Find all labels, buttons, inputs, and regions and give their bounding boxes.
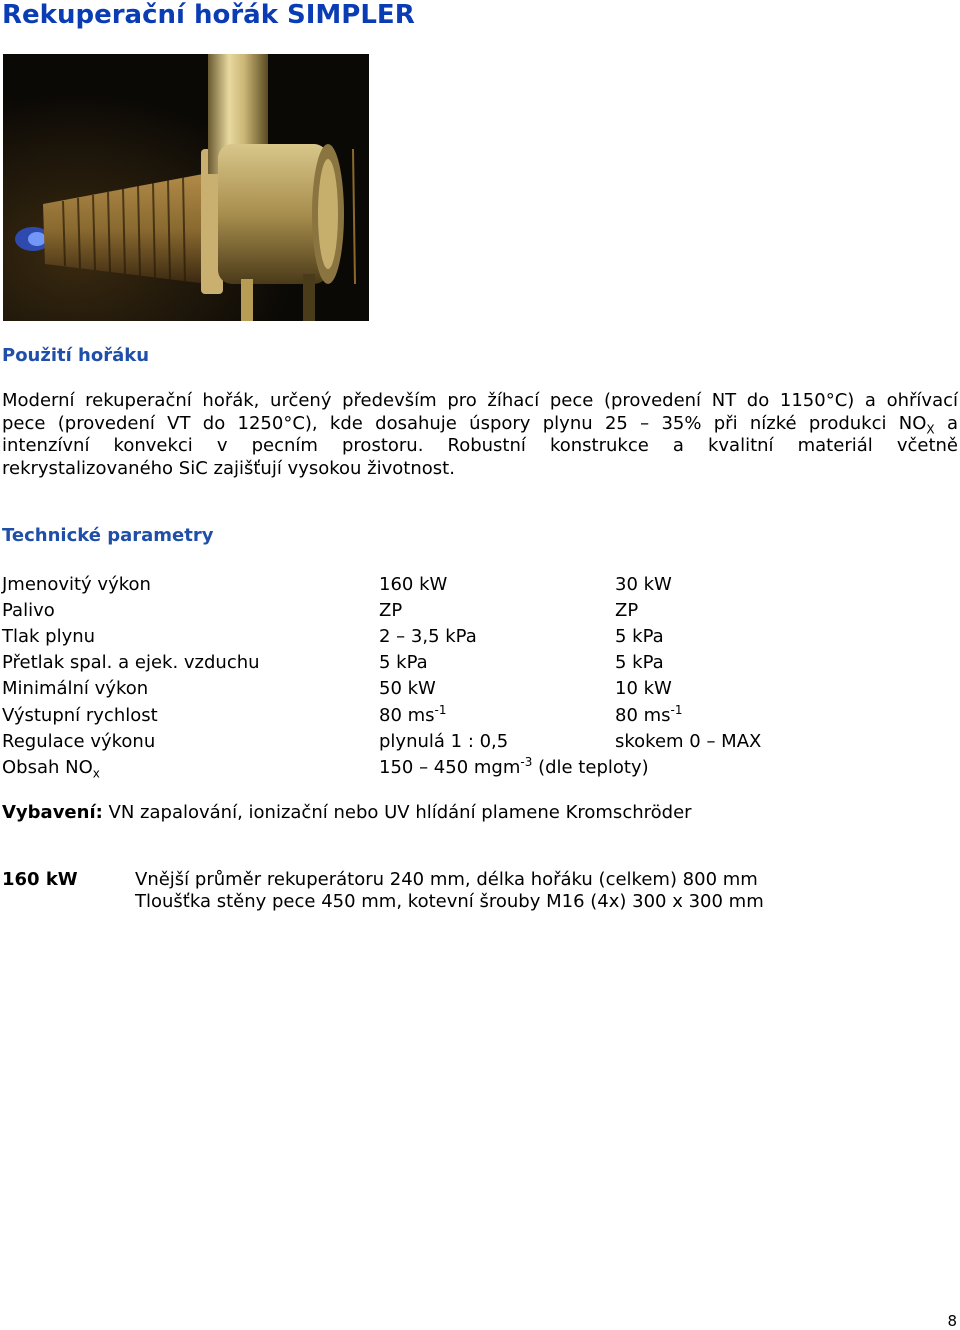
spec-lines xyxy=(135,869,764,913)
spec-power-label: 160 kW xyxy=(2,869,78,890)
param-value-160kw: 5 kPa xyxy=(379,652,428,674)
param-value-30kw: 5 kPa xyxy=(615,652,664,674)
param-label: Regulace výkonu xyxy=(2,730,156,752)
param-label: Jmenovitý výkon xyxy=(2,573,151,595)
description-line: intenzívní konvekci v pecním prostoru. Robustní konstrukce a kvalitní materiál včetně xyxy=(2,435,958,456)
param-label: Přetlak spal. a ejek. vzduchu xyxy=(2,652,260,674)
burner-photo xyxy=(3,54,369,321)
table-row xyxy=(2,623,902,649)
description-line: rekrystalizovaného SiC zajišťují vysokou životnost. xyxy=(2,457,455,479)
description-paragraph xyxy=(2,390,958,480)
page-number: 8 xyxy=(947,1312,957,1330)
param-label: Výstupní rychlost xyxy=(2,704,158,726)
equipment-text: VN zapalování, ionizační nebo UV hlídání plamene Kromschröder xyxy=(102,802,692,823)
spec-line: Vnější průměr rekuperátoru 240 mm, délka hořáku (celkem) 800 mm xyxy=(135,869,758,890)
description-line: Moderní rekuperační hořák, určený především pro žíhací pece (provedení NT do 1150°C) a ohřívací xyxy=(2,390,958,411)
param-value-160kw: ZP xyxy=(379,599,403,621)
table-row xyxy=(2,571,902,597)
table-row xyxy=(2,597,902,623)
param-value-30kw: ZP xyxy=(615,599,639,621)
page-title: Rekuperační hořák SIMPLER xyxy=(2,0,415,30)
param-label: Palivo xyxy=(2,599,55,621)
param-value-160kw: 80 $ms^{-1}$ xyxy=(379,702,447,726)
param-label: Obsah $NO_x$ xyxy=(2,756,100,781)
param-value-30kw: 80 $ms^{-1}$ xyxy=(615,702,683,726)
table-row xyxy=(2,702,902,728)
table-row xyxy=(2,676,902,702)
description-line: pece (provedení VT do 1250°C), kde dosahuje úspory plynu 25 – 35% při nízké produkci $NO_X$ a xyxy=(2,412,958,437)
equipment-label: Vybavení: xyxy=(2,802,103,823)
param-label: Minimální výkon xyxy=(2,678,149,700)
table-row xyxy=(2,754,902,780)
param-value-30kw: skokem 0 – MAX xyxy=(615,730,762,752)
param-value-160kw: 150 – 450 mgm$^{-3}$ (dle teploty) xyxy=(379,754,649,778)
table-row xyxy=(2,650,902,676)
param-label: Tlak plynu xyxy=(2,625,96,647)
param-value-30kw: 10 kW xyxy=(615,678,672,700)
param-value-160kw: 2 – 3,5 kPa xyxy=(379,625,477,647)
param-value-160kw: 160 kW xyxy=(379,573,448,595)
param-value-30kw: 5 kPa xyxy=(615,625,664,647)
table-row xyxy=(2,728,902,754)
parameters-table xyxy=(2,571,902,781)
param-value-160kw: plynulá 1 : 0,5 xyxy=(379,730,509,752)
param-value-30kw: 30 kW xyxy=(615,573,672,595)
section-heading-params: Technické parametry xyxy=(2,525,214,546)
spec-line: Tloušťka stěny pece 450 mm, kotevní šrouby M16 (4x) 300 x 300 mm xyxy=(135,891,764,912)
param-value-160kw: 50 kW xyxy=(379,678,436,700)
section-heading-use: Použití hořáku xyxy=(2,345,150,366)
equipment-line xyxy=(2,802,692,824)
